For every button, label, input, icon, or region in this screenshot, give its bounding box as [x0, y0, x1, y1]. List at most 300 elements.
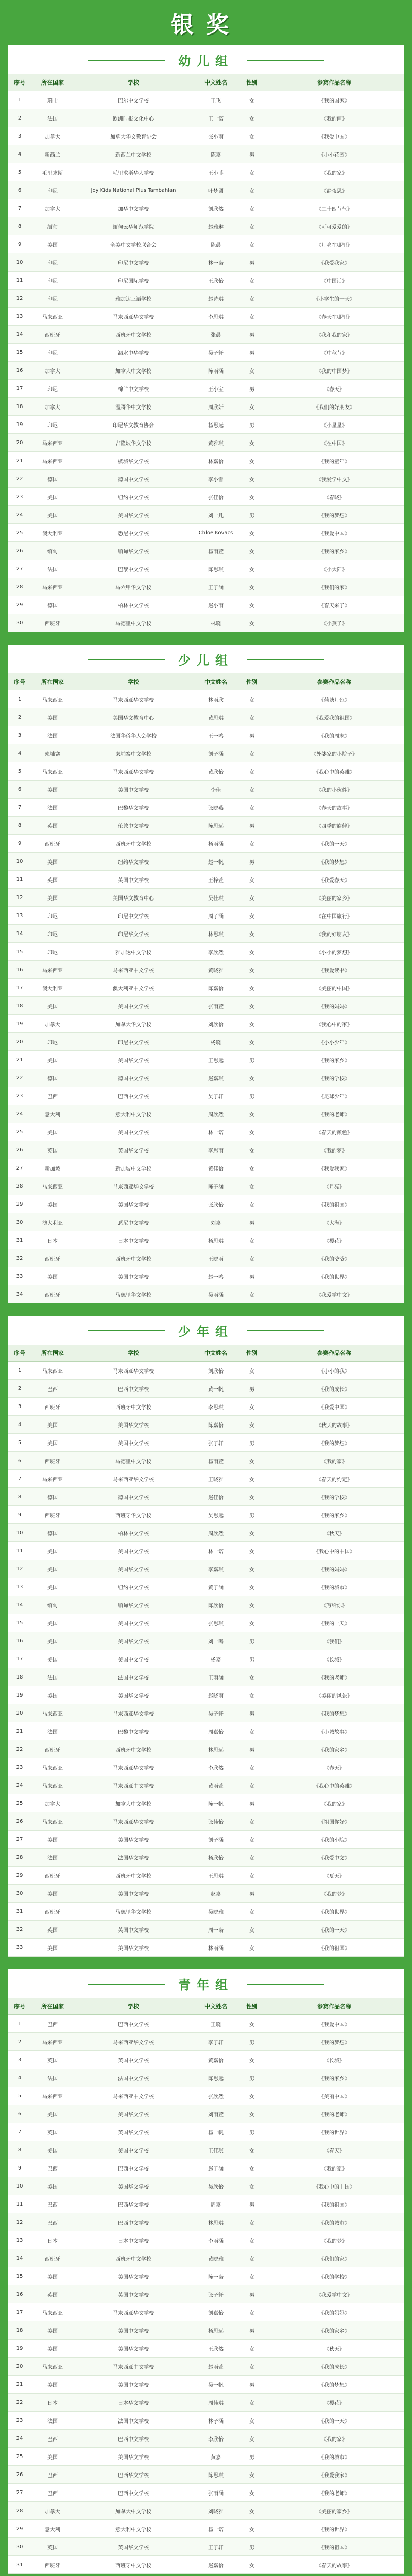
table-cell: 美国中文学校 [74, 781, 193, 799]
table-row [8, 1362, 404, 1380]
column-header: 所在国家 [31, 1345, 74, 1362]
column-header: 学校 [74, 74, 193, 91]
table-cell: 王子涵 [193, 578, 239, 596]
table-cell: 《美丽中国》 [265, 2087, 404, 2105]
table-cell: 女 [239, 398, 265, 416]
table-cell: 美国中文学校 [74, 2141, 193, 2159]
table-row [8, 781, 404, 799]
table-cell: 美国 [31, 2177, 74, 2195]
table-cell: 陈雨涵 [193, 362, 239, 380]
table-row [8, 434, 404, 452]
table-cell: 赵嘉怡 [193, 2556, 239, 2574]
column-header: 序号 [8, 673, 31, 690]
table-cell: 《我心中的中国》 [265, 1542, 404, 1560]
table-cell: 美国 [31, 1614, 74, 1632]
table-row [8, 2195, 404, 2213]
table-cell: 5 [8, 163, 31, 181]
table-cell: 女 [239, 943, 265, 961]
group-panel [8, 645, 404, 1303]
table-row [8, 726, 404, 744]
table-cell: 《我的老师》 [265, 2484, 404, 2502]
table-cell: 黄思琪 [193, 708, 239, 726]
table-cell: 英国中文学校 [74, 2285, 193, 2303]
table-cell: 巴西 [31, 2159, 74, 2177]
column-header: 序号 [8, 1345, 31, 1362]
table-cell: 21 [8, 2376, 31, 2394]
table-cell: 张子轩 [193, 1434, 239, 1452]
table-cell: 《足球少年》 [265, 1087, 404, 1105]
table-row [8, 1650, 404, 1668]
table-cell: 《写给你》 [265, 1596, 404, 1614]
table-row [8, 1903, 404, 1921]
table-cell: 17 [8, 2303, 31, 2321]
group-panel [8, 1969, 404, 2574]
table-cell: 《祖国你好》 [265, 1812, 404, 1831]
table-cell: 赵嘉琪 [193, 1069, 239, 1087]
table-cell: 男 [239, 1434, 265, 1452]
column-header: 所在国家 [31, 673, 74, 690]
table-cell: 柬埔寨中文学校 [74, 744, 193, 762]
table-cell: 美国华文学校 [74, 1939, 193, 1957]
table-cell: 27 [8, 1159, 31, 1177]
table-row [8, 2321, 404, 2340]
table-cell: 巴黎华文学校 [74, 799, 193, 817]
column-header: 序号 [8, 1998, 31, 2015]
table-cell: 女 [239, 1033, 265, 1051]
table-cell: 《静夜思》 [265, 181, 404, 199]
table-cell: 《春天》 [265, 1758, 404, 1776]
table-cell: 刘晓雅 [193, 2502, 239, 2520]
table-cell: 23 [8, 488, 31, 506]
table-cell: 8 [8, 1488, 31, 1506]
table-cell: 林思琪 [193, 2213, 239, 2231]
table-cell: 法国中文学校 [74, 2412, 193, 2430]
column-header: 中文姓名 [193, 1345, 239, 1362]
table-cell: 纽约中文学校 [74, 488, 193, 506]
table-cell: 吴子轩 [193, 344, 239, 362]
table-cell: 意大利 [31, 2520, 74, 2538]
table-cell: 《我的家乡》 [265, 1740, 404, 1758]
table-cell: 王一诺 [193, 109, 239, 127]
table-cell: 女 [239, 1141, 265, 1159]
table-header-row [8, 673, 404, 690]
table-cell: 马来西亚华文学校 [74, 2033, 193, 2051]
table-cell: 马德里华文学校 [74, 1285, 193, 1303]
table-cell: 美国华文学校 [74, 1560, 193, 1578]
table-cell: 王子轩 [193, 2538, 239, 2556]
table-cell: 22 [8, 2394, 31, 2412]
table-cell: 美国 [31, 1267, 74, 1285]
table-cell: 黄欣怡 [193, 762, 239, 781]
table-cell: 《我的梦》 [265, 1141, 404, 1159]
table-cell: 29 [8, 596, 31, 614]
table-cell: 女 [239, 1831, 265, 1849]
table-row [8, 1195, 404, 1213]
table-cell: 《长城》 [265, 2051, 404, 2069]
table-cell: 周欣妍 [193, 398, 239, 416]
table-cell: 男 [239, 2376, 265, 2394]
table-cell: 张小雨 [193, 127, 239, 145]
table-cell: 周嘉 [193, 2195, 239, 2213]
table-cell: 女 [239, 1758, 265, 1776]
table-row [8, 744, 404, 762]
table-cell: 女 [239, 452, 265, 470]
table-row [8, 2303, 404, 2321]
table-cell: 女 [239, 799, 265, 817]
table-cell: 19 [8, 416, 31, 434]
table-row [8, 2069, 404, 2087]
table-cell: 印尼 [31, 344, 74, 362]
table-cell: 巴西中文学校 [74, 2430, 193, 2448]
table-cell: 棉兰中文学校 [74, 380, 193, 398]
table-cell: 陈思远 [193, 817, 239, 835]
table-cell: 男 [239, 380, 265, 398]
table-row [8, 1380, 404, 1398]
table-cell: 美国中文学校 [74, 1434, 193, 1452]
table-cell: 25 [8, 1123, 31, 1141]
table-cell: 黄子涵 [193, 1578, 239, 1596]
table-cell: 美国 [31, 1939, 74, 1957]
table-cell: 王思琪 [193, 1867, 239, 1885]
table-cell: 英国华文学校 [74, 2123, 193, 2141]
table-cell: 25 [8, 2448, 31, 2466]
table-cell: 女 [239, 1921, 265, 1939]
table-cell: 巴西 [31, 2484, 74, 2502]
table-cell: 女 [239, 781, 265, 799]
table-cell: 《我的家乡》 [265, 542, 404, 560]
table-row [8, 2249, 404, 2267]
table-cell: 女 [239, 1686, 265, 1704]
table-cell: 15 [8, 344, 31, 362]
table-cell: 林思远 [193, 1740, 239, 1758]
table-cell: 7 [8, 799, 31, 817]
table-row [8, 961, 404, 979]
table-cell: 加拿大 [31, 2502, 74, 2520]
table-cell: 吉隆坡华文学校 [74, 434, 193, 452]
table-cell: 《我们的好朋友》 [265, 398, 404, 416]
table-cell: 21 [8, 1051, 31, 1069]
table-row [8, 1087, 404, 1105]
table-cell: 日本 [31, 2231, 74, 2249]
table-row [8, 1849, 404, 1867]
table-row [8, 2231, 404, 2249]
table-cell: 女 [239, 1722, 265, 1740]
table-cell: 西班牙 [31, 1903, 74, 1921]
table-cell: 槟城华文学校 [74, 452, 193, 470]
table-cell: 日本 [31, 2394, 74, 2412]
table-cell: 美国 [31, 1885, 74, 1903]
table-cell: 西班牙 [31, 326, 74, 344]
table-cell: 印尼中文学校 [74, 253, 193, 272]
table-row [8, 1722, 404, 1740]
table-row [8, 2556, 404, 2574]
table-cell: 女 [239, 181, 265, 199]
table-row [8, 2015, 404, 2033]
table-cell: 14 [8, 326, 31, 344]
table-cell: 女 [239, 1362, 265, 1380]
table-cell: 西班牙 [31, 2249, 74, 2267]
table-cell: 法国 [31, 1849, 74, 1867]
table-cell: 2 [8, 708, 31, 726]
table-cell: 意大利 [31, 1105, 74, 1123]
table-row [8, 1213, 404, 1231]
table-cell: 马六甲华文学校 [74, 578, 193, 596]
table-cell: 女 [239, 199, 265, 217]
page-title: 银奖 [171, 12, 241, 38]
table-cell: 《我爱读书》 [265, 961, 404, 979]
table-cell: 《我的梦想》 [265, 1704, 404, 1722]
table-row [8, 1794, 404, 1812]
table-row [8, 199, 404, 217]
group-title: 青年组 [165, 1975, 247, 1993]
table-row [8, 2358, 404, 2376]
table-row [8, 2484, 404, 2502]
table-cell: 《可可爱爱的》 [265, 217, 404, 235]
table-cell: 巴西中文学校 [74, 2213, 193, 2231]
table-cell: 男 [239, 2195, 265, 2213]
table-cell: 英国 [31, 2051, 74, 2069]
table-cell: 23 [8, 2412, 31, 2430]
table-cell: 《我的老师》 [265, 2105, 404, 2123]
table-cell: 女 [239, 1596, 265, 1614]
table-cell: 女 [239, 1285, 265, 1303]
table-cell: 20 [8, 1033, 31, 1051]
table-row [8, 997, 404, 1015]
table-cell: 女 [239, 762, 265, 781]
table-row [8, 596, 404, 614]
table-row [8, 1614, 404, 1632]
table-cell: 女 [239, 835, 265, 853]
table-cell: 5 [8, 2087, 31, 2105]
table-cell: 英国 [31, 1921, 74, 1939]
table-cell: 日本 [31, 1231, 74, 1249]
table-cell: 吴子轩 [193, 1704, 239, 1722]
table-cell: 32 [8, 1921, 31, 1939]
table-cell: 黄雅琪 [193, 434, 239, 452]
table-cell: 巴黎中文学校 [74, 1722, 193, 1740]
table-cell: 印尼 [31, 380, 74, 398]
table-cell: 西班牙 [31, 1398, 74, 1416]
table-cell: 西班牙中文学校 [74, 2249, 193, 2267]
column-header: 参赛作品名称 [265, 1998, 404, 2015]
table-cell: 英国 [31, 2123, 74, 2141]
table-cell: 31 [8, 1231, 31, 1249]
table-cell: 男 [239, 2069, 265, 2087]
table-cell: 德国 [31, 1524, 74, 1542]
table-cell: 马来西亚 [31, 762, 74, 781]
award-table [8, 1998, 404, 2574]
table-cell: 刘欣然 [193, 199, 239, 217]
table-cell: 女 [239, 1231, 265, 1249]
table-cell: 《我心中的英雄》 [265, 762, 404, 781]
table-cell: 王晓雅 [193, 1470, 239, 1488]
table-cell: 赵雨萱 [193, 2358, 239, 2376]
table-row [8, 1285, 404, 1303]
table-cell: 《我的周末》 [265, 726, 404, 744]
table-cell: 美国华文学校 [74, 2448, 193, 2466]
table-cell: 刘子涵 [193, 1831, 239, 1849]
table-cell: 女 [239, 907, 265, 925]
table-cell: 张佳怡 [193, 1812, 239, 1831]
table-row [8, 1939, 404, 1957]
table-cell: 《美丽的家乡》 [265, 889, 404, 907]
table-cell: 德国中文学校 [74, 470, 193, 488]
table-row [8, 2394, 404, 2412]
table-cell: 《中国话》 [265, 272, 404, 290]
table-cell: 马来西亚 [31, 2033, 74, 2051]
table-cell: 英国华文学校 [74, 2538, 193, 2556]
table-row [8, 272, 404, 290]
table-cell: 女 [239, 690, 265, 708]
table-cell: 《我的小伙伴》 [265, 781, 404, 799]
table-cell: 西班牙中文学校 [74, 1249, 193, 1267]
table-cell: 男 [239, 853, 265, 871]
table-cell: 7 [8, 1470, 31, 1488]
table-cell: 澳大利亚 [31, 524, 74, 542]
table-cell: 印尼 [31, 181, 74, 199]
table-cell: 法国 [31, 560, 74, 578]
table-cell: 张思琪 [193, 1614, 239, 1632]
table-cell: 马来西亚 [31, 2358, 74, 2376]
table-cell: 2 [8, 1380, 31, 1398]
table-cell: 美国 [31, 506, 74, 524]
table-cell: 《我和我的家》 [265, 326, 404, 344]
table-cell: 缅甸 [31, 217, 74, 235]
table-cell: 王梓萱 [193, 871, 239, 889]
table-cell: 《长城》 [265, 1650, 404, 1668]
table-cell: 吴子轩 [193, 1087, 239, 1105]
table-cell: 《我的童年》 [265, 452, 404, 470]
table-cell: 20 [8, 434, 31, 452]
table-cell: 杨一诺 [193, 2520, 239, 2538]
table-cell: 19 [8, 2340, 31, 2358]
table-cell: 巴西 [31, 2213, 74, 2231]
table-cell: 11 [8, 2195, 31, 2213]
table-cell: 陈思琪 [193, 2466, 239, 2484]
table-row [8, 380, 404, 398]
table-cell: 女 [239, 1776, 265, 1794]
table-cell: 吴晓雅 [193, 1903, 239, 1921]
table-row [8, 1398, 404, 1416]
table-cell: 马来西亚 [31, 1470, 74, 1488]
column-header: 序号 [8, 74, 31, 91]
table-cell: 23 [8, 1087, 31, 1105]
column-header: 所在国家 [31, 74, 74, 91]
table-cell: 美国中文学校 [74, 1542, 193, 1560]
table-cell: 巴西华文学校 [74, 2195, 193, 2213]
table-cell: 美国中文学校 [74, 2321, 193, 2340]
table-cell: 《春天的约定》 [265, 1470, 404, 1488]
table-cell: 男 [239, 1267, 265, 1285]
table-cell: 美国 [31, 1434, 74, 1452]
table-cell: 《小小少年》 [265, 1033, 404, 1051]
table-row [8, 1231, 404, 1249]
table-cell: 马来西亚中文学校 [74, 961, 193, 979]
table-row [8, 145, 404, 163]
table-cell: 男 [239, 1740, 265, 1758]
table-cell: 吴一帆 [193, 2376, 239, 2394]
table-cell: 陈一帆 [193, 1794, 239, 1812]
table-row [8, 1831, 404, 1849]
table-cell: 女 [239, 1416, 265, 1434]
table-cell: 11 [8, 871, 31, 889]
table-cell: 巴黎中文学校 [74, 560, 193, 578]
table-cell: 赵一鸣 [193, 1267, 239, 1285]
table-row [8, 326, 404, 344]
table-cell: 14 [8, 925, 31, 943]
table-cell: 马德里华文学校 [74, 1903, 193, 1921]
table-cell: 巴西中文学校 [74, 2159, 193, 2177]
table-cell: 新西兰 [31, 145, 74, 163]
table-row [8, 470, 404, 488]
table-cell: 4 [8, 1416, 31, 1434]
table-cell: 赵子涵 [193, 2159, 239, 2177]
table-cell: 西班牙 [31, 1867, 74, 1885]
table-cell: 陈一诺 [193, 2267, 239, 2285]
table-cell: 王欣怡 [193, 272, 239, 290]
table-cell: 女 [239, 2267, 265, 2285]
table-cell: 马来西亚华文学校 [74, 690, 193, 708]
table-cell: 美国华文学校 [74, 1195, 193, 1213]
table-header-row [8, 1345, 404, 1362]
table-cell: 李思琪 [193, 308, 239, 326]
table-cell: 女 [239, 2358, 265, 2376]
table-cell: 王晓雨 [193, 1249, 239, 1267]
table-cell: 6 [8, 2105, 31, 2123]
table-cell: 意大利中文学校 [74, 2520, 193, 2538]
table-cell: 《我心中的英雄》 [265, 1776, 404, 1794]
table-cell: 加拿大 [31, 199, 74, 217]
table-cell: 男 [239, 344, 265, 362]
table-cell: 9 [8, 235, 31, 253]
table-cell: 加拿大华文学校 [74, 1015, 193, 1033]
table-cell: 女 [239, 1939, 265, 1957]
table-cell: 《我的祖国》 [265, 1195, 404, 1213]
table-cell: 西班牙 [31, 1740, 74, 1758]
table-cell: 法国 [31, 799, 74, 817]
table-row [8, 127, 404, 145]
table-cell: 《小小的梦想》 [265, 943, 404, 961]
table-cell: 女 [239, 1542, 265, 1560]
table-cell: 《我爱中国》 [265, 1398, 404, 1416]
table-cell: 伦敦中文学校 [74, 817, 193, 835]
table-cell: 巴西中文学校 [74, 2484, 193, 2502]
groups-container [0, 45, 412, 2576]
table-cell: 女 [239, 91, 265, 109]
table-cell: 《秋天》 [265, 2340, 404, 2358]
table-cell: 女 [239, 979, 265, 997]
table-cell: 16 [8, 2285, 31, 2303]
table-cell: 日本华文学校 [74, 2394, 193, 2412]
table-cell: 刘嘉怡 [193, 2303, 239, 2321]
table-cell: 张欣怡 [193, 1195, 239, 1213]
column-header: 参赛作品名称 [265, 74, 404, 91]
table-row [8, 578, 404, 596]
table-cell: 《我的妈妈》 [265, 1560, 404, 1578]
table-cell: 巴西中文学校 [74, 1380, 193, 1398]
table-cell: 周子涵 [193, 907, 239, 925]
table-row [8, 2141, 404, 2159]
table-cell: 悉尼中文学校 [74, 524, 193, 542]
column-header: 中文姓名 [193, 1998, 239, 2015]
table-row [8, 217, 404, 235]
table-row [8, 2502, 404, 2520]
table-cell: 24 [8, 1776, 31, 1794]
table-cell: 男 [239, 416, 265, 434]
table-cell: 女 [239, 925, 265, 943]
table-row [8, 398, 404, 416]
table-cell: 《我爱春天》 [265, 871, 404, 889]
